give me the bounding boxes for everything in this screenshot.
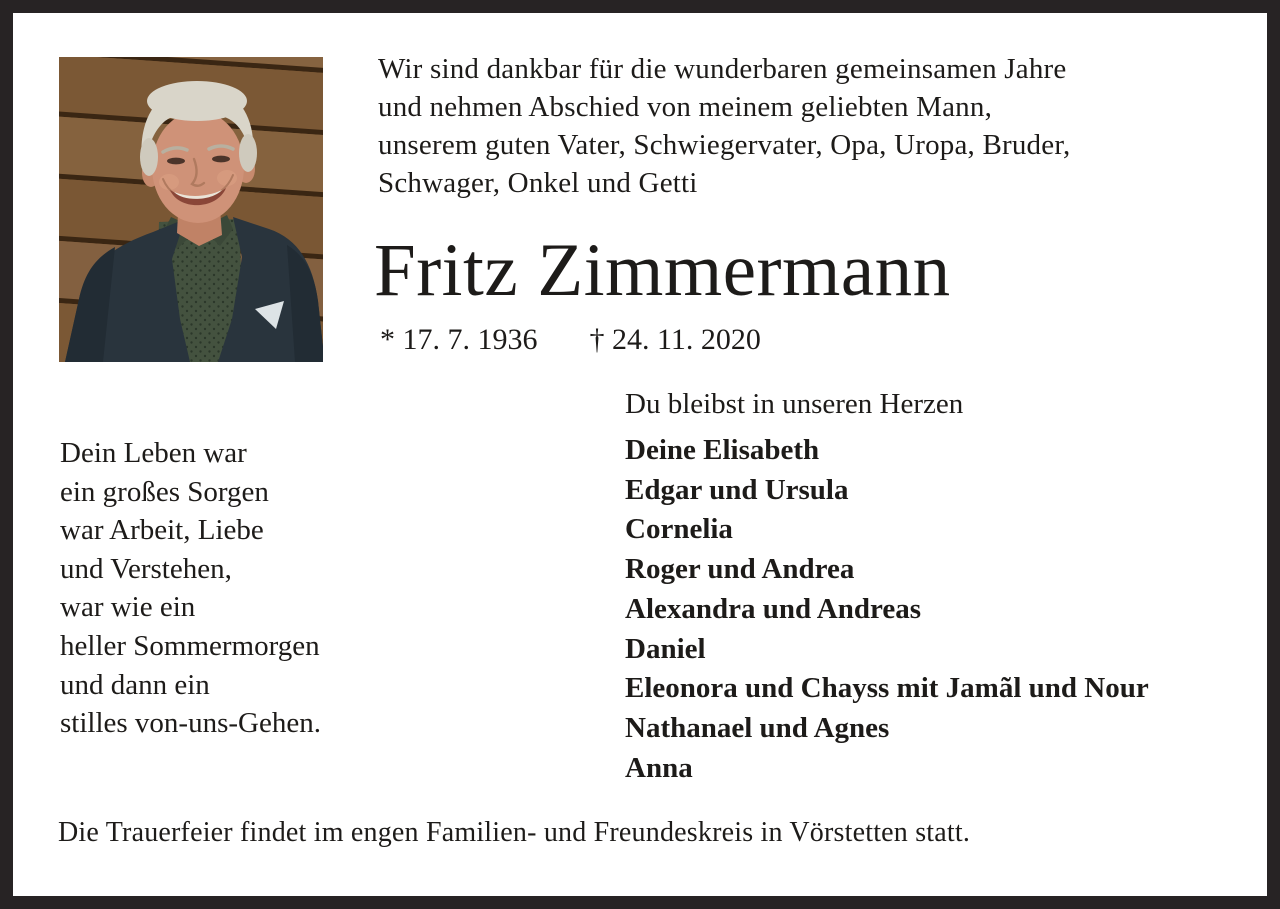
family-name: Nathanael und Agnes	[625, 711, 890, 744]
poem-line: stilles von-uns-Gehen.	[60, 707, 321, 740]
funeral-note: Die Trauerfeier findet im engen Familien- und Freundeskreis in Vörstetten statt.	[58, 817, 971, 848]
farewell-line: Du bleibst in unseren Herzen	[625, 388, 964, 420]
intro-line: Wir sind dankbar für die wunderbaren gemeinsamen Jahre	[378, 53, 1067, 85]
poem-line: war Arbeit, Liebe	[60, 514, 264, 547]
poem-line: ein großes Sorgen	[60, 475, 269, 508]
poem-line: und Verstehen,	[60, 552, 232, 585]
portrait-photo	[59, 57, 323, 362]
deceased-name: Fritz Zimmermann	[374, 229, 951, 312]
poem-line: war wie ein	[60, 591, 196, 624]
poem-line: heller Sommermorgen	[60, 629, 320, 662]
family-name: Daniel	[625, 632, 706, 665]
family-name: Eleonora und Chayss mit Jamãl und Nour	[625, 672, 1149, 705]
intro-text	[378, 50, 1070, 202]
birth-date: * 17. 7. 1936	[380, 323, 538, 356]
portrait-photo-illustration	[59, 57, 323, 362]
intro-line: Schwager, Onkel und Getti	[378, 167, 698, 199]
family-name: Roger und Andrea	[625, 553, 855, 586]
death-date: † 24. 11. 2020	[589, 323, 761, 356]
family-name: Anna	[625, 751, 693, 784]
memorial-poem	[60, 434, 321, 743]
intro-line: und nehmen Abschied von meinem geliebten Mann,	[378, 91, 993, 123]
family-name: Deine Elisabeth	[625, 434, 820, 466]
life-dates	[380, 323, 761, 357]
family-name: Alexandra und Andreas	[625, 592, 921, 625]
family-names-list	[625, 431, 1149, 788]
family-name: Edgar und Ursula	[625, 473, 849, 506]
poem-line: Dein Leben war	[60, 437, 247, 469]
intro-line: unserem guten Vater, Schwiegervater, Opa, Uropa, Bruder,	[378, 129, 1071, 161]
poem-line: und dann ein	[60, 668, 210, 701]
family-name: Cornelia	[625, 513, 733, 546]
